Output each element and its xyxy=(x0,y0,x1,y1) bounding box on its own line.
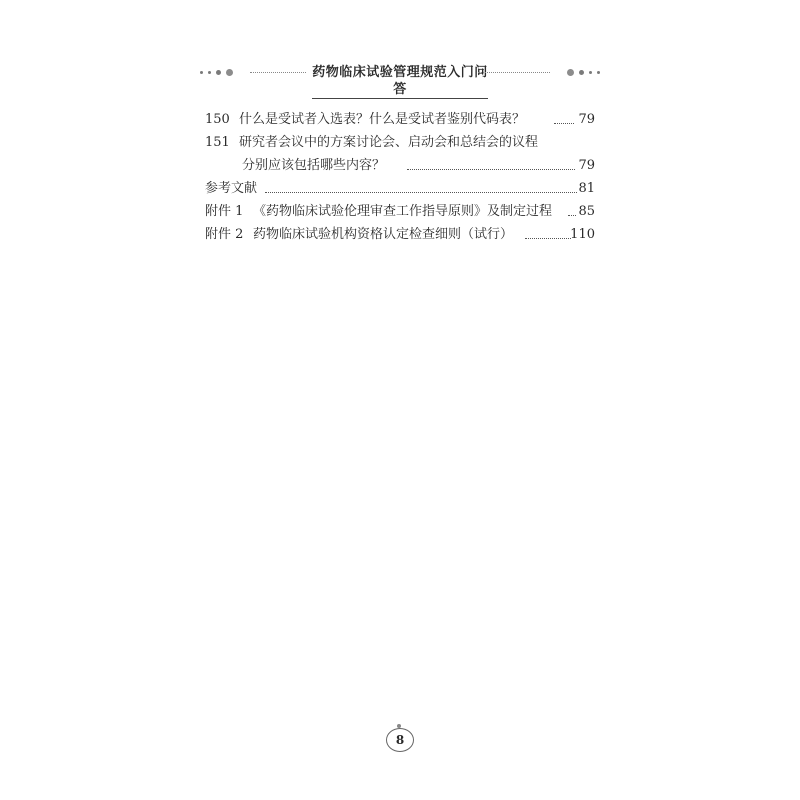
toc-entry-title: 什么是受试者入选表？什么是受试者鉴别代码表？ xyxy=(239,112,526,127)
toc-entry-title: 药物临床试验机构资格认定检查细则（试行） xyxy=(253,227,514,242)
header-rule-right xyxy=(478,72,550,73)
toc-entry-number: 150 xyxy=(205,112,230,127)
toc-leader-dots xyxy=(407,169,575,170)
toc-entry-page: 81 xyxy=(578,181,595,196)
toc-entry-number: 附件 2 xyxy=(205,227,244,242)
running-header xyxy=(200,64,600,97)
toc-entry-number: 151 xyxy=(205,135,230,150)
page-number: 8 xyxy=(386,728,414,752)
toc-entry-page: 110 xyxy=(570,227,595,242)
toc-entry-page: 79 xyxy=(578,158,595,173)
toc-entry-title: 参考文献 xyxy=(205,181,258,196)
toc-leader-dots xyxy=(568,215,576,216)
toc-entry-page: 85 xyxy=(578,204,595,219)
toc-entry-references[interactable] xyxy=(205,177,595,200)
toc-leader-dots xyxy=(265,192,577,193)
toc-entry-150[interactable] xyxy=(205,108,595,131)
header-ornament-left xyxy=(200,69,233,76)
toc-entry-number: 附件 1 xyxy=(205,204,244,219)
header-rule-left xyxy=(250,72,306,73)
toc-leader-dots xyxy=(554,123,574,124)
toc-leader-dots xyxy=(525,238,571,239)
toc-entry-151[interactable] xyxy=(205,131,595,154)
toc-entry-title: 《药物临床试验伦理审查工作指导原则》及制定过程 xyxy=(253,204,553,219)
toc-entry-appendix-2[interactable] xyxy=(205,223,595,246)
page-number-badge xyxy=(384,726,414,752)
toc-entry-title: 分别应该包括哪些内容？ xyxy=(242,158,386,173)
toc-entry-appendix-1[interactable] xyxy=(205,200,595,223)
header-ornament-right xyxy=(567,69,600,76)
toc-entry-title: 研究者会议中的方案讨论会、启动会和总结会的议程 xyxy=(239,135,539,150)
header-title: 药物临床试验管理规范入门问答 xyxy=(312,65,488,97)
table-of-contents xyxy=(205,108,595,246)
toc-entry-page: 79 xyxy=(578,112,595,127)
toc-entry-151-continued[interactable] xyxy=(205,154,595,177)
